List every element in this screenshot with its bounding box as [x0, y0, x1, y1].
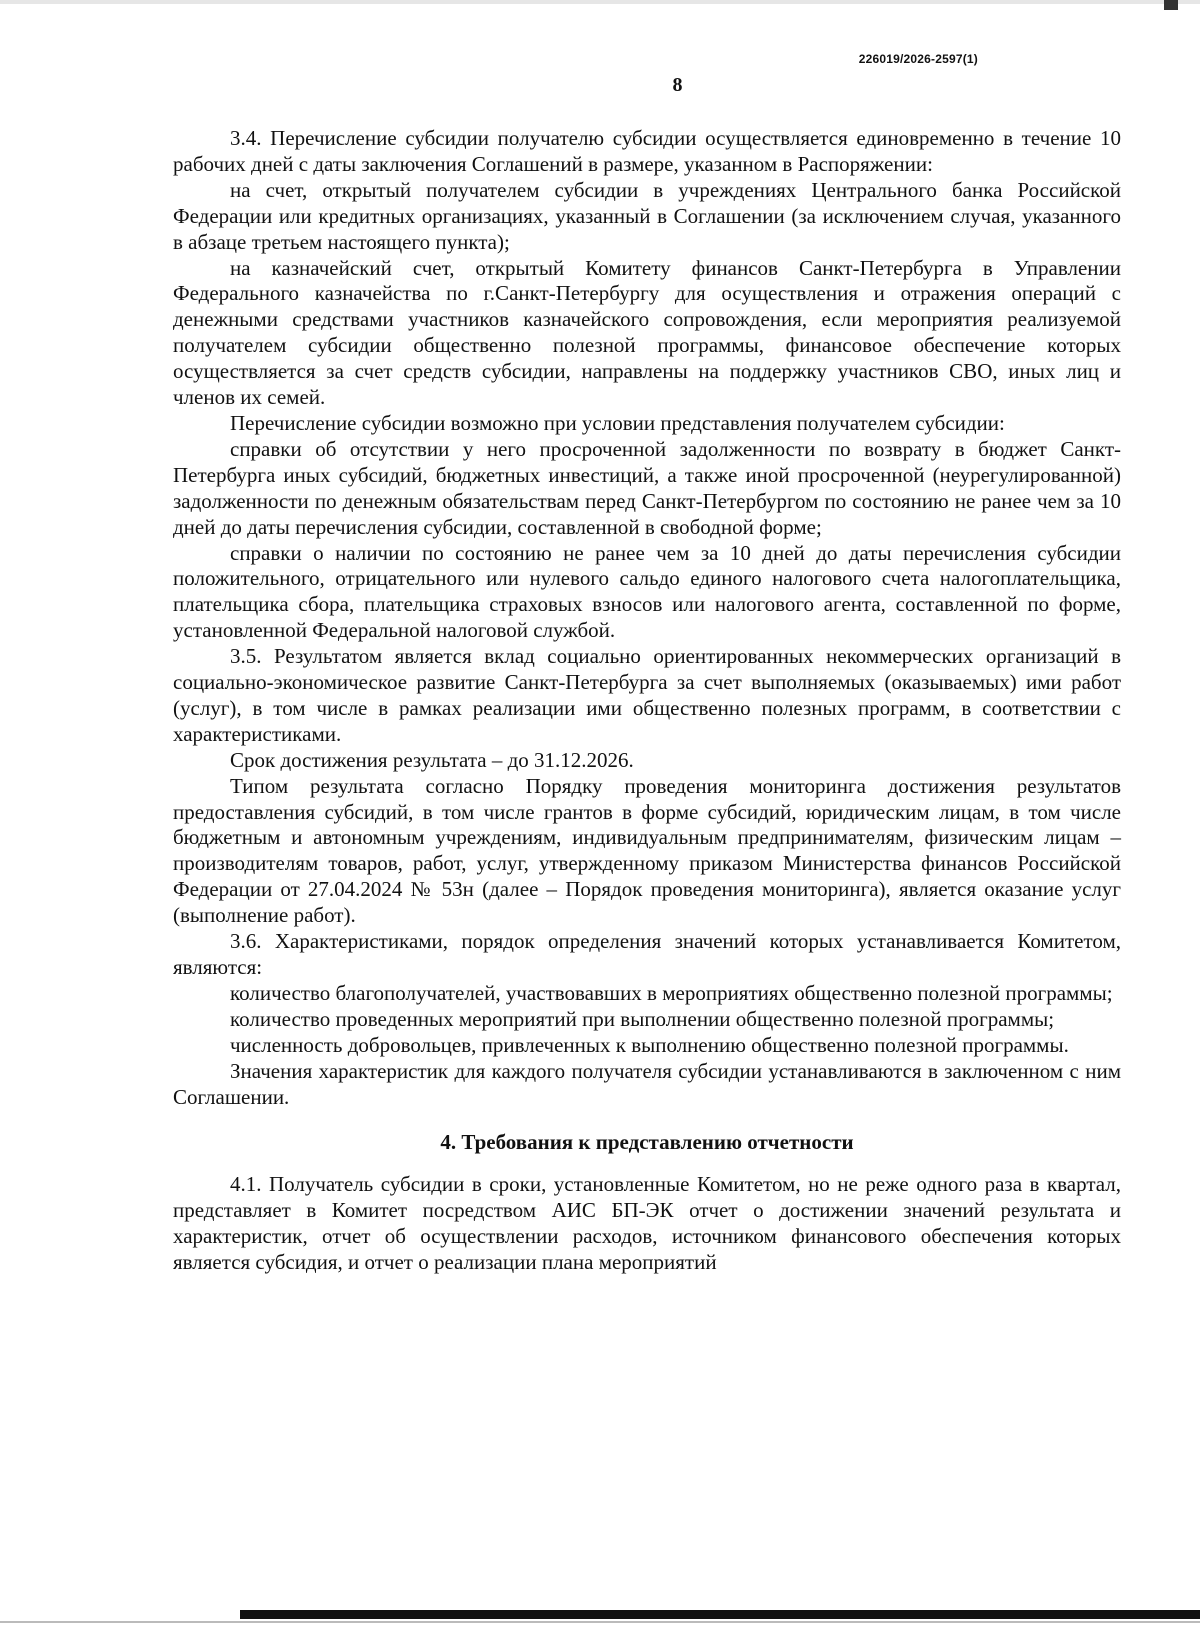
top-scan-edge	[0, 0, 1200, 4]
bottom-scan-rule	[240, 1610, 1200, 1619]
paragraph-result-type: Типом результата согласно Порядку проведения мониторинга достижения результатов предоставления субсидий, в том числе грантов в форме субсидий, юридическим лицам, в том числе бюджетным и автономным учреждениям, индивидуальным предпринимателям, физическим лицам – производителям товаров, работ, услуг, утвержденному приказом Министерства финансов Российской Федерации от 27.04.2024 № 53н (далее – Порядок проведения мониторинга), является оказание услуг (выполнение работ).	[173, 773, 1121, 928]
document-body	[173, 126, 1121, 1276]
paragraph-balance-certificate: справки о наличии по состоянию не ранее чем за 10 дней до даты перечисления субсидии положительного, отрицательного или нулевого сальдо единого налогового счета налогоплательщика, плательщика сбора, плательщика страховых взносов или налогового агента, составленной по форме, установленной Федеральной налоговой службой.	[173, 540, 1121, 643]
page-number: 8	[672, 74, 683, 96]
section-heading-4: 4. Требования к представлению отчетности	[440, 1130, 854, 1155]
paragraph-3-5: 3.5. Результатом является вклад социально ориентированных некоммерческих организаций в социально-экономическое развитие Санкт-Петербурга за счет выполняемых (оказываемых) ими работ (услуг), в том числе в рамках реализации ими общественно полезных программ, в соответствии с характеристиками.	[173, 644, 1121, 746]
paragraph-transfer-condition: Перечисление субсидии возможно при условии представления получателем субсидии:	[230, 410, 1005, 435]
paragraph-3-6: 3.6. Характеристиками, порядок определения значений которых устанавливается Комитетом, являются:	[173, 929, 1121, 979]
paragraph-3-4: 3.4. Перечисление субсидии получателю субсидии осуществляется единовременно в течение 10 рабочих дней с даты заключения Соглашений в размере, указанном в Распоряжении:	[173, 126, 1121, 176]
bottom-scan-edge	[0, 1621, 1200, 1623]
scan-corner-mark	[1164, 0, 1178, 10]
paragraph-beneficiaries: количество благополучателей, участвовавших в мероприятиях общественно полезной программы;	[230, 980, 1113, 1005]
paragraph-events: количество проведенных мероприятий при выполнении общественно полезной программы;	[230, 1006, 1055, 1031]
paragraph-debt-certificate: справки об отсутствии у него просроченной задолженности по возврату в бюджет Санкт-Петербурга иных субсидий, бюджетных инвестиций, а также иной просроченной (неурегулированной) задолженности по денежным обязательствам перед Санкт-Петербургом по состоянию не ранее чем за 10 дней до даты перечисления субсидии, составленной в свободной форме;	[173, 436, 1121, 539]
paragraph-deadline: Срок достижения результата – до 31.12.2026.	[230, 747, 634, 772]
paragraph-values: Значения характеристик для каждого получателя субсидии устанавливаются в заключенном с ним Соглашении.	[173, 1058, 1121, 1109]
paragraph-account: на счет, открытый получателем субсидии в учреждениях Центрального банка Российской Федерации или кредитных организациях, указанный в Соглашении (за исключением случая, указанного в абзаце третьем настоящего пункта);	[173, 177, 1121, 254]
paragraph-volunteers: численность добровольцев, привлеченных к выполнению общественно полезной программы.	[230, 1032, 1069, 1057]
paragraph-treasury-account: на казначейский счет, открытый Комитету финансов Санкт-Петербурга в Управлении Федерального казначейства по г.Санкт-Петербургу для осуществления и отражения операций с денежными средствами участников казначейского сопровождения, если мероприятия реализуемой получателем субсидии общественно полезной программы, финансовое обеспечение которых осуществляется за счет средств субсидии, направлены на поддержку участников СВО, иных лиц и членов их семей.	[173, 255, 1121, 410]
registration-number: 226019/2026-2597(1)	[858, 52, 978, 66]
paragraph-4-1: 4.1. Получатель субсидии в сроки, установленные Комитетом, но не реже одного раза в квартал, представляет в Комитет посредством АИС БП-ЭК отчет о достижении значений результата и характеристик, отчет об осуществлении расходов, источником финансового обеспечения которых является субсидия, и отчет о реализации плана мероприятий	[173, 1172, 1121, 1275]
